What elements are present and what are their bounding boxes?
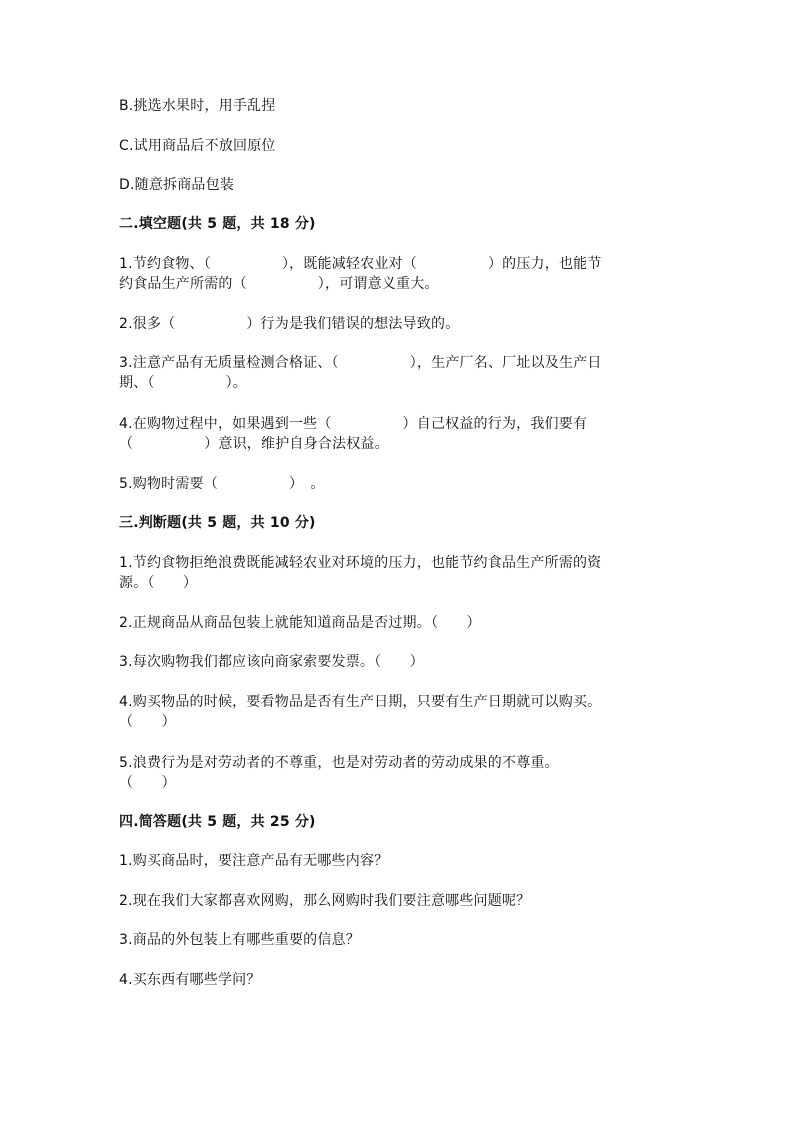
- judge-q2: 2.正规商品从商品包装上就能知道商品是否过期。（ ）: [119, 615, 481, 631]
- judge-q3: 3.每次购物我们都应该向商家索要发票。（ ）: [119, 654, 424, 670]
- fill-q1-line2: 约食品生产所需的（ ），可谓意义重大。: [119, 276, 439, 292]
- judge-q5-line2: （ ）: [119, 775, 176, 791]
- option-b: B.挑选水果时，用手乱捏: [119, 98, 276, 114]
- fill-q1-line1: 1.节约食物、（ ），既能减轻农业对（ ）的压力，也能节: [119, 256, 602, 272]
- fill-q5: 5.购物时需要（ ） 。: [119, 476, 325, 492]
- short-q4: 4.买东西有哪些学问？: [119, 972, 261, 988]
- short-q1: 1.购买商品时，要注意产品有无哪些内容？: [119, 853, 389, 869]
- short-q3: 3.商品的外包装上有哪些重要的信息？: [119, 932, 360, 948]
- judge-q5-line1: 5.浪费行为是对劳动者的不尊重，也是对劳动者的劳动成果的不尊重。: [119, 755, 559, 771]
- section-fill-title: 二.填空题(共 5 题，共 18 分): [119, 216, 316, 232]
- option-c: C.试用商品后不放回原位: [119, 138, 276, 154]
- option-d: D.随意拆商品包装: [119, 177, 235, 193]
- short-q2: 2.现在我们大家都喜欢网购，那么网购时我们要注意哪些问题呢？: [119, 893, 531, 909]
- fill-q4-line2: （ ）意识，维护自身合法权益。: [119, 436, 389, 452]
- section-judge-title: 三.判断题(共 5 题，共 10 分): [119, 515, 316, 531]
- fill-q3-line2: 期、（ ）。: [119, 375, 247, 391]
- judge-q1-line1: 1.节约食物拒绝浪费既能减轻农业对环境的压力，也能节约食品生产所需的资: [119, 555, 602, 571]
- judge-q4-line1: 4.购买物品的时候，要看物品是否有生产日期，只要有生产日期就可以购买。: [119, 694, 602, 710]
- fill-q2: 2.很多（ ）行为是我们错误的想法导致的。: [119, 316, 460, 332]
- fill-q4-line1: 4.在购物过程中，如果遇到一些（ ）自己权益的行为，我们要有: [119, 416, 588, 432]
- section-short-title: 四.简答题(共 5 题，共 25 分): [119, 814, 316, 830]
- judge-q1-line2: 源。（ ）: [119, 575, 198, 591]
- judge-q4-line2: （ ）: [119, 714, 176, 730]
- fill-q3-line1: 3.注意产品有无质量检测合格证、（ ），生产厂名、厂址以及生产日: [119, 355, 602, 371]
